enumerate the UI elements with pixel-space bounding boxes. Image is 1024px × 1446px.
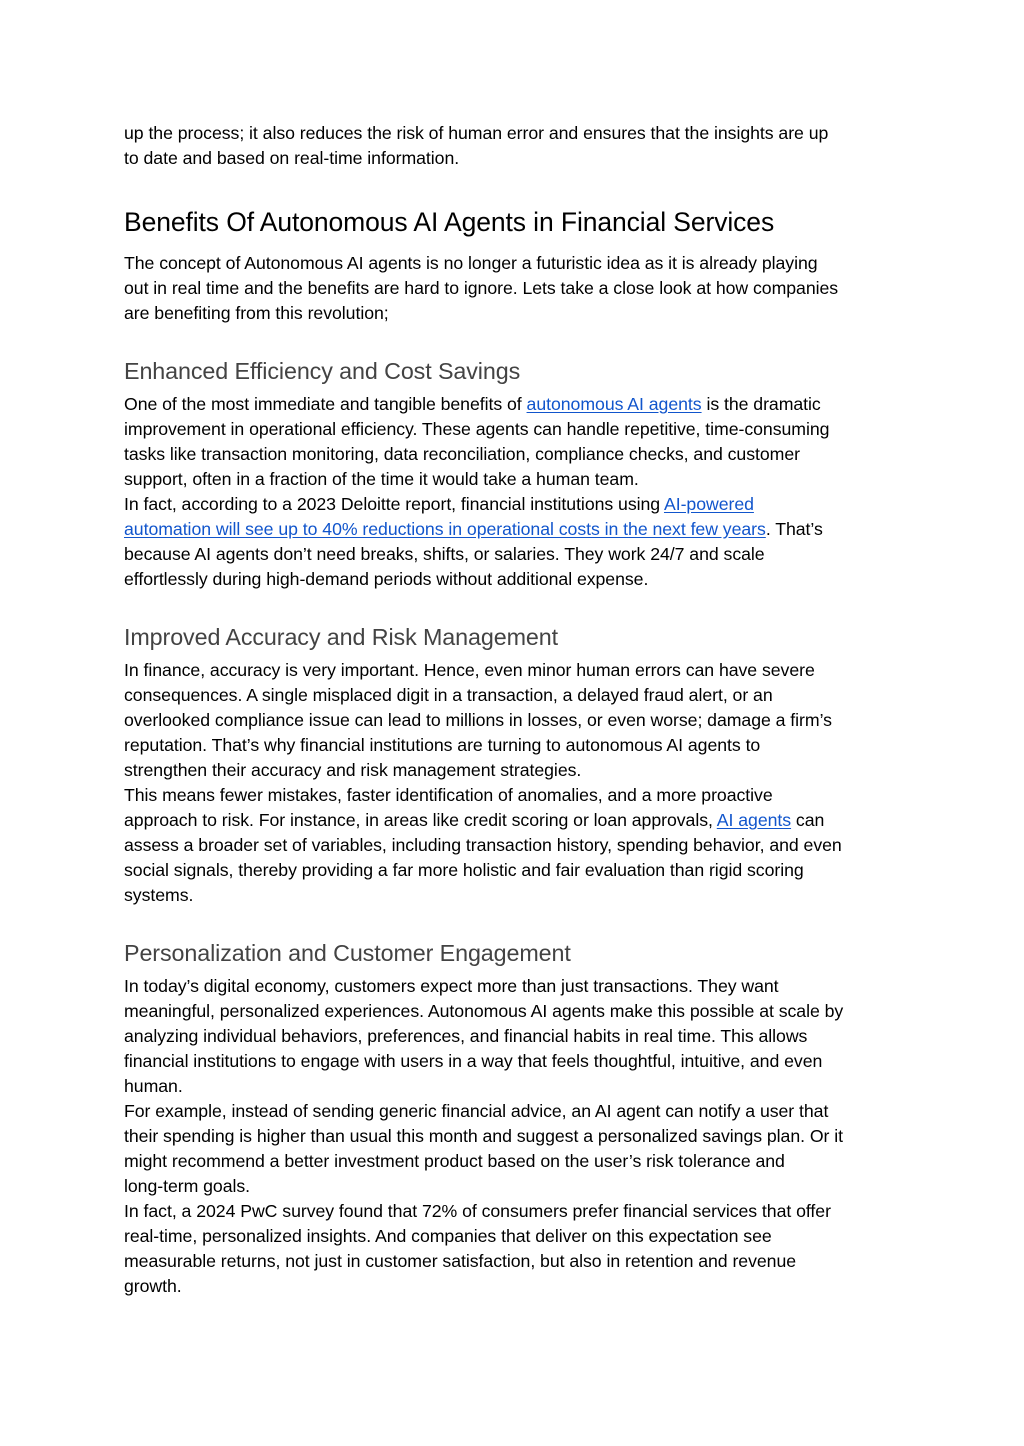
intro-paragraph (124, 121, 914, 171)
text-segment: can (791, 810, 825, 830)
text-line: consequences. A single misplaced digit in a transaction, a delayed fraud alert, or an (124, 685, 773, 705)
ai-powered-automation-link[interactable]: AI-powered (663, 494, 754, 514)
text-line: growth. (124, 1276, 182, 1296)
text-line: might recommend a better investment product based on the user’s risk tolerance and (124, 1151, 785, 1171)
text-line: effortlessly during high-demand periods without additional expense. (124, 569, 649, 589)
text-line: overlooked compliance issue can lead to millions in losses, or even worse; damage a firm’s (124, 710, 832, 730)
text-line: long-term goals. (124, 1176, 251, 1196)
text-line: financial institutions to engage with users in a way that feels thoughtful, intuitive, and even (124, 1051, 823, 1071)
text-line: In finance, accuracy is very important. Hence, even minor human errors can have severe (124, 660, 815, 680)
text-line: to date and based on real-time information. (124, 148, 460, 168)
text-line: In fact, a 2024 PwC survey found that 72% of consumers prefer financial services that offer (124, 1201, 831, 1221)
text-segment: One of the most immediate and tangible benefits of (124, 394, 527, 414)
text-line: tasks like transaction monitoring, data reconciliation, compliance checks, and customer (124, 444, 800, 464)
section-heading-efficiency: Enhanced Efficiency and Cost Savings (124, 358, 521, 384)
text-line: because AI agents don’t need breaks, shifts, or salaries. They work 24/7 and scale (124, 544, 765, 564)
text-line: social signals, thereby providing a far more holistic and fair evaluation than rigid scoring (124, 860, 804, 880)
text-line: For example, instead of sending generic financial advice, an AI agent can notify a user that (124, 1101, 829, 1121)
main-paragraph (124, 251, 914, 326)
text-line: up the process; it also reduces the risk of human error and ensures that the insights are up (124, 123, 829, 143)
text-line: reputation. That’s why financial institutions are turning to autonomous AI agents to (124, 735, 761, 755)
section-heading-personalization: Personalization and Customer Engagement (124, 940, 571, 966)
text-segment: In fact, according to a 2023 Deloitte report, financial institutions using (124, 494, 664, 514)
text-line (124, 392, 914, 417)
text-line: In today’s digital economy, customers expect more than just transactions. They want (124, 976, 779, 996)
text-line: their spending is higher than usual this month and suggest a personalized savings plan. Or it (124, 1126, 844, 1146)
text-line: measurable returns, not just in customer satisfaction, but also in retention and revenue (124, 1251, 797, 1271)
text-line: analyzing individual behaviors, preferences, and financial habits in real time. This allows (124, 1026, 808, 1046)
text-line: improvement in operational efficiency. These agents can handle repetitive, time-consuming (124, 419, 830, 439)
text-line (124, 492, 914, 517)
text-line: human. (124, 1076, 183, 1096)
text-line: meaningful, personalized experiences. Autonomous AI agents make this possible at scale by (124, 1001, 844, 1021)
autonomous-ai-agents-link[interactable]: autonomous AI agents (526, 394, 702, 414)
text-line: out in real time and the benefits are hard to ignore. Lets take a close look at how companies (124, 278, 839, 298)
text-line: real-time, personalized insights. And companies that deliver on this expectation see (124, 1226, 772, 1246)
text-line: strengthen their accuracy and risk management strategies. (124, 760, 582, 780)
text-line: This means fewer mistakes, faster identification of anomalies, and a more proactive (124, 785, 773, 805)
section-personalization-body (124, 974, 914, 1299)
ai-powered-automation-link-cont[interactable]: automation will see up to 40% reductions in operational costs in the next few years (124, 519, 766, 539)
main-heading: Benefits Of Autonomous AI Agents in Financial Services (124, 207, 775, 237)
text-line: are benefiting from this revolution; (124, 303, 389, 323)
text-line: support, often in a fraction of the time it would take a human team. (124, 469, 639, 489)
text-line (124, 517, 914, 542)
text-line: The concept of Autonomous AI agents is no longer a futuristic idea as it is already playing (124, 253, 818, 273)
section-heading-accuracy: Improved Accuracy and Risk Management (124, 624, 558, 650)
section-accuracy-body (124, 658, 914, 908)
text-segment: . That’s (765, 519, 823, 539)
text-line: systems. (124, 885, 194, 905)
text-line (124, 808, 914, 833)
document-page (124, 121, 914, 1299)
text-line: assess a broader set of variables, including transaction history, spending behavior, and even (124, 835, 842, 855)
ai-agents-link[interactable]: AI agents (716, 810, 792, 830)
section-efficiency-body (124, 392, 914, 592)
text-segment: approach to risk. For instance, in areas like credit scoring or loan approvals, (124, 810, 717, 830)
text-segment: is the dramatic (701, 394, 821, 414)
